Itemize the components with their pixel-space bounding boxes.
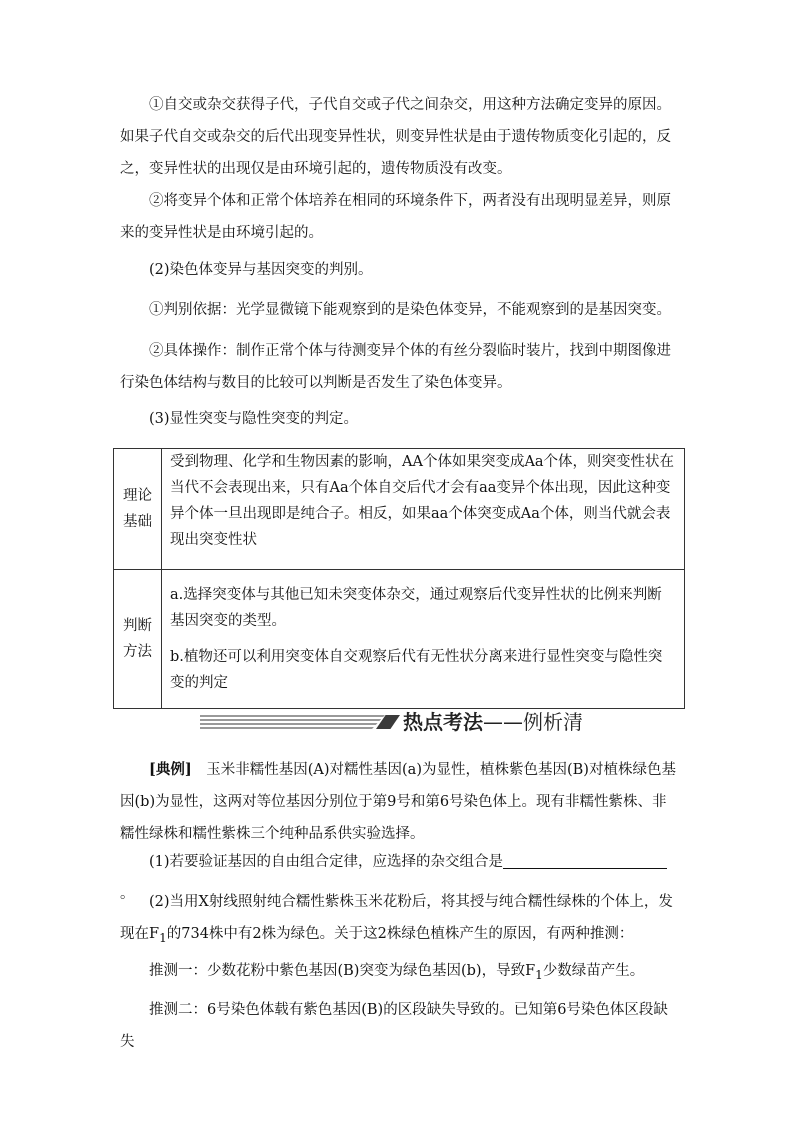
section-title: [403, 706, 583, 738]
table-header-theory: [114, 449, 162, 570]
method-item-b: b.植物还可以利用突变体自交观察后代有无性状分离来进行显性突变与隐性突变的判定: [170, 649, 663, 691]
question-2: [120, 886, 676, 954]
mutation-judgment-table: [113, 448, 685, 709]
method-item-a: a.选择突变体与其他已知未突变体杂交，通过观察后代变异性状的比例来判断基因突变的类型。: [170, 587, 662, 629]
question-2-text-b: 的734株中有2株为绿色。关于这2株绿色植株产生的原因，有两种推测：: [166, 926, 634, 942]
example-paragraph: [120, 754, 676, 850]
hypothesis-1-subscript: 1: [535, 967, 543, 982]
table-header-theory-line1: 理论: [123, 488, 152, 504]
paragraph-environment-test: ②将变异个体和正常个体培养在相同的环境条件下，两者没有出现明显差异，则原来的变异性状是由环境引起的。: [120, 193, 671, 241]
table-header-method: [114, 570, 162, 709]
heading-chromosome-vs-gene-mutation: (2)染色体变异与基因突变的判别。: [149, 262, 373, 278]
paragraph-judgment-basis: ①判别依据：光学显微镜下能观察到的是染色体变异，不能观察到的是基因突变。: [149, 302, 671, 318]
heading-dominant-recessive: (3)显性突变与隐性突变的判定。: [149, 411, 359, 427]
hypothesis-1-text-a: 推测一：少数花粉中紫色基因(B)突变为绿色基因(b)，导致F: [149, 963, 536, 979]
table-header-method-line1: 判断: [123, 618, 152, 634]
paragraph-specific-operation: ②具体操作：制作正常个体与待测变异个体的有丝分裂临时装片，找到中期图像进行染色体结构与数目的比较可以判断是否发生了染色体变异。: [120, 343, 671, 391]
table-cell-method: [162, 570, 685, 709]
table-row-theory: [114, 449, 685, 570]
hypothesis-2: 推测二：6号染色体载有紫色基因(B)的区段缺失导致的。已知第6号染色体区段缺失: [120, 1002, 668, 1050]
table-header-method-line2: 方法: [123, 644, 152, 660]
section-banner: [200, 706, 640, 738]
table-row-method: [114, 570, 685, 709]
hypothesis-1-text-b: 少数绿苗产生。: [542, 963, 645, 979]
table-cell-theory: 受到物理、化学和生物因素的影响，AA个体如果突变成Aa个体，则突变性状在当代不会表现出来，只有Aa个体自交后代才会有aa变异个体出现，因此这种变异个体一旦出现即是纯合子。相反，如果aa个体突变成Aa个体，则当代就会表现出突变性状: [162, 449, 685, 570]
question-1-end: 。: [120, 886, 135, 902]
example-text: 玉米非糯性基因(A)对糯性基因(a)为显性，植株紫色基因(B)对植株绿色基因(b)为显性，这两对等位基因分别位于第9号和第6号染色体上。现有非糯性紫株、非糯性绿株和糯性紫株三个纯种品系供实验选择。: [120, 762, 676, 842]
example-label: [典例]: [149, 761, 192, 778]
hypothesis-1: [120, 955, 676, 991]
section-title-bold: 热点考法: [403, 710, 483, 734]
question-2-subscript: 1: [159, 930, 167, 945]
banner-stripes: [200, 715, 385, 729]
question-1-text: (1)若要验证基因的自由组合定律，应选择的杂交组合是: [149, 854, 504, 870]
section-title-rest: ——例析清: [483, 710, 583, 734]
table-header-theory-line2: 基础: [123, 514, 152, 530]
answer-blank[interactable]: [503, 852, 667, 869]
question-2-text-a: (2)当用X射线照射纯合糯性紫株玉米花粉后，将其授与纯合糯性绿株的个体上，发现在F: [120, 894, 673, 942]
paragraph-self-cross-method: ①自交或杂交获得子代，子代自交或子代之间杂交，用这种方法确定变异的原因。如果子代自交或杂交的后代出现变异性状，则变异性状是由于遗传物质变化引起的，反之，变异性状的出现仅是由环境引起的，遗传物质没有改变。: [120, 97, 671, 177]
